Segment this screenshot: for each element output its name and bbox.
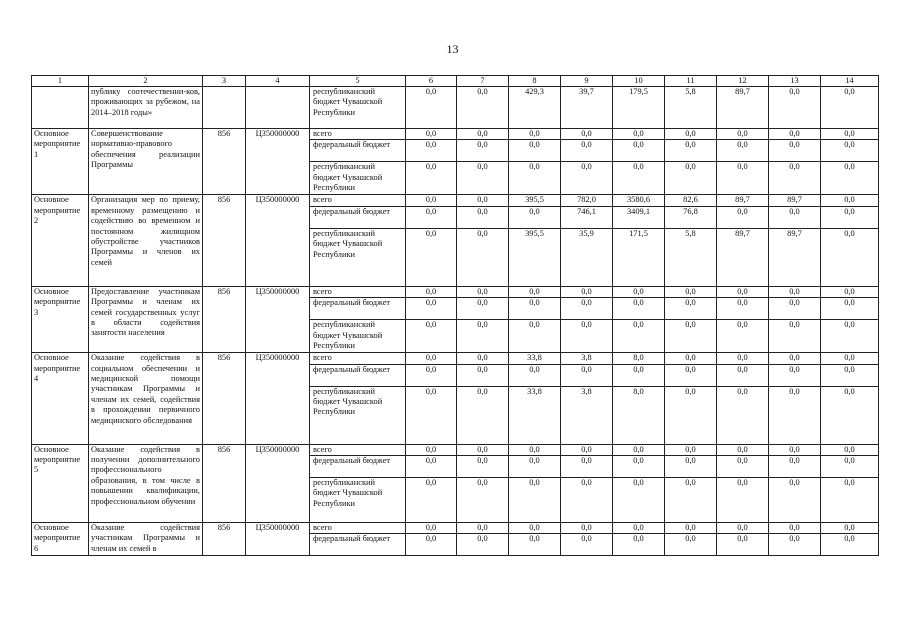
amount-cell: 0,0 [821,523,879,534]
amount-cell: 0,0 [717,298,769,320]
grbs-cell [203,87,246,129]
amount-cell: 0,0 [406,228,457,286]
amount-cell: 0,0 [561,162,613,195]
amount-cell: 0,0 [769,206,821,228]
amount-cell: 0,0 [613,286,665,297]
amount-cell: 0,0 [561,523,613,534]
amount-cell: 429,3 [509,87,561,129]
funding-source: республиканский бюджет Чувашской Республики [310,162,406,195]
amount-cell: 0,0 [769,386,821,444]
funding-source: всего [310,286,406,297]
amount-cell: 3409,1 [613,206,665,228]
column-number-cell: 1 [32,76,89,87]
amount-cell: 8,0 [613,386,665,444]
amount-cell: 0,0 [717,364,769,386]
grbs-cell: 856 [203,195,246,286]
amount-cell: 89,7 [717,195,769,206]
amount-cell: 0,0 [561,444,613,455]
amount-cell: 0,0 [406,444,457,455]
amount-cell: 0,0 [457,195,509,206]
column-number-cell: 10 [613,76,665,87]
amount-cell: 0,0 [561,364,613,386]
amount-cell: 0,0 [613,140,665,162]
funding-source: федеральный бюджет [310,534,406,556]
amount-cell: 0,0 [613,320,665,353]
amount-cell: 0,0 [457,456,509,478]
funding-source: всего [310,523,406,534]
amount-cell: 0,0 [509,534,561,556]
amount-cell: 89,7 [769,228,821,286]
funding-source: республиканский бюджет Чувашской Республики [310,87,406,129]
amount-cell: 0,0 [769,364,821,386]
amount-cell: 0,0 [717,129,769,140]
amount-cell: 0,0 [769,534,821,556]
amount-cell: 0,0 [406,129,457,140]
amount-cell: 0,0 [613,523,665,534]
amount-cell: 0,0 [561,129,613,140]
amount-cell: 89,7 [769,195,821,206]
amount-cell: 0,0 [613,298,665,320]
amount-cell: 0,0 [717,353,769,364]
grbs-cell: 856 [203,353,246,444]
activity-name-continuation: публику соотечественни-ков, проживающих за рубежом, на 2014–2018 годы» [89,87,203,129]
amount-cell: 0,0 [821,140,879,162]
amount-cell: 0,0 [665,444,717,455]
amount-cell: 0,0 [509,140,561,162]
budget-code-cell: Ц350000000 [246,353,310,444]
amount-cell: 8,0 [613,353,665,364]
amount-cell: 0,0 [406,162,457,195]
amount-cell: 0,0 [457,364,509,386]
amount-cell: 0,0 [406,534,457,556]
amount-cell: 0,0 [613,364,665,386]
amount-cell: 3,8 [561,386,613,444]
amount-cell: 33,8 [509,386,561,444]
column-number-cell: 8 [509,76,561,87]
table-row [32,444,879,455]
amount-cell: 0,0 [769,286,821,297]
amount-cell: 0,0 [821,206,879,228]
table-row [32,353,879,364]
amount-cell: 0,0 [821,228,879,286]
amount-cell: 0,0 [769,353,821,364]
table-row [32,129,879,140]
continuation-row [32,87,879,129]
amount-cell: 0,0 [457,353,509,364]
funding-source: республиканский бюджет Чувашской Республики [310,478,406,523]
funding-source: федеральный бюджет [310,140,406,162]
status-cell: Основное мероприятие 2 [32,195,89,286]
amount-cell: 82,6 [665,195,717,206]
amount-cell: 0,0 [509,478,561,523]
column-number-row [32,76,879,87]
amount-cell: 0,0 [457,523,509,534]
column-number-cell: 5 [310,76,406,87]
amount-cell: 0,0 [717,456,769,478]
amount-cell: 0,0 [717,478,769,523]
amount-cell: 0,0 [769,320,821,353]
funding-source: федеральный бюджет [310,206,406,228]
amount-cell: 0,0 [769,129,821,140]
column-number-cell: 6 [406,76,457,87]
amount-cell: 0,0 [717,444,769,455]
amount-cell: 0,0 [821,353,879,364]
amount-cell: 0,0 [613,534,665,556]
funding-source: республиканский бюджет Чувашской Республики [310,386,406,444]
amount-cell: 0,0 [406,206,457,228]
column-number-cell: 14 [821,76,879,87]
grbs-cell: 856 [203,129,246,195]
amount-cell: 0,0 [821,534,879,556]
amount-cell: 0,0 [561,534,613,556]
amount-cell: 0,0 [717,140,769,162]
amount-cell: 0,0 [665,162,717,195]
amount-cell: 0,0 [769,456,821,478]
budget-code-cell: Ц350000000 [246,286,310,352]
amount-cell: 0,0 [665,353,717,364]
amount-cell: 0,0 [406,353,457,364]
amount-cell: 0,0 [769,162,821,195]
amount-cell: 0,0 [821,444,879,455]
amount-cell: 0,0 [561,320,613,353]
amount-cell: 0,0 [821,195,879,206]
amount-cell: 0,0 [821,386,879,444]
amount-cell: 0,0 [821,87,879,129]
amount-cell: 0,0 [457,228,509,286]
amount-cell: 0,0 [406,386,457,444]
financing-table [31,75,879,556]
amount-cell: 0,0 [821,320,879,353]
amount-cell: 0,0 [717,162,769,195]
amount-cell: 0,0 [457,298,509,320]
amount-cell: 0,0 [509,162,561,195]
amount-cell: 0,0 [821,286,879,297]
amount-cell: 0,0 [509,129,561,140]
table-row [32,286,879,297]
amount-cell: 35,9 [561,228,613,286]
amount-cell: 0,0 [561,140,613,162]
amount-cell: 0,0 [561,298,613,320]
funding-source: всего [310,129,406,140]
amount-cell: 0,0 [509,320,561,353]
amount-cell: 0,0 [561,286,613,297]
amount-cell: 33,8 [509,353,561,364]
amount-cell: 0,0 [717,320,769,353]
amount-cell: 0,0 [509,456,561,478]
funding-source: всего [310,444,406,455]
funding-source: всего [310,195,406,206]
amount-cell: 0,0 [509,364,561,386]
amount-cell: 0,0 [561,456,613,478]
amount-cell: 0,0 [457,534,509,556]
table-row [32,523,879,534]
amount-cell: 0,0 [665,386,717,444]
amount-cell: 0,0 [821,456,879,478]
amount-cell: 395,5 [509,228,561,286]
amount-cell: 0,0 [717,386,769,444]
column-number-cell: 2 [89,76,203,87]
column-number-cell: 12 [717,76,769,87]
amount-cell: 0,0 [717,523,769,534]
amount-cell: 0,0 [665,523,717,534]
amount-cell: 0,0 [406,140,457,162]
amount-cell: 0,0 [406,456,457,478]
activity-name-cell: Оказание содействия в получении дополнительного профессионального образования, в том числе в повышении квалификации, профессиональном обучении [89,444,203,522]
column-number-cell: 11 [665,76,717,87]
funding-source: федеральный бюджет [310,298,406,320]
amount-cell: 0,0 [665,298,717,320]
amount-cell: 0,0 [457,320,509,353]
budget-code-cell: Ц350000000 [246,523,310,556]
code-cell [246,87,310,129]
amount-cell: 746,1 [561,206,613,228]
amount-cell: 0,0 [457,386,509,444]
activity-name-cell: Оказание содействия в социальном обеспечении и медицинской помощи участникам Программы и членам их семей, содействия в прохождении первичного медицинского обследования [89,353,203,444]
amount-cell: 0,0 [613,478,665,523]
status-cell: Основное мероприятие 3 [32,286,89,352]
amount-cell: 0,0 [406,478,457,523]
amount-cell: 0,0 [509,206,561,228]
status-cell: Основное мероприятие 1 [32,129,89,195]
amount-cell: 3580,6 [613,195,665,206]
funding-source: всего [310,353,406,364]
amount-cell: 0,0 [509,298,561,320]
column-number-cell: 7 [457,76,509,87]
column-number-cell: 4 [246,76,310,87]
amount-cell: 0,0 [509,523,561,534]
column-number-cell: 9 [561,76,613,87]
amount-cell: 0,0 [457,87,509,129]
amount-cell: 0,0 [769,523,821,534]
amount-cell: 0,0 [769,298,821,320]
amount-cell: 0,0 [665,478,717,523]
column-number-cell: 3 [203,76,246,87]
amount-cell: 0,0 [821,364,879,386]
amount-cell: 5,8 [665,228,717,286]
amount-cell: 0,0 [457,129,509,140]
status-cell: Основное мероприятие 5 [32,444,89,522]
amount-cell: 89,7 [717,87,769,129]
amount-cell: 0,0 [717,534,769,556]
amount-cell: 0,0 [821,298,879,320]
amount-cell: 179,5 [613,87,665,129]
amount-cell: 0,0 [406,286,457,297]
amount-cell: 0,0 [457,444,509,455]
budget-code-cell: Ц350000000 [246,195,310,286]
amount-cell: 0,0 [457,162,509,195]
amount-cell: 0,0 [665,456,717,478]
amount-cell: 0,0 [406,195,457,206]
amount-cell: 0,0 [665,364,717,386]
amount-cell: 0,0 [821,478,879,523]
funding-source: федеральный бюджет [310,364,406,386]
amount-cell: 0,0 [509,444,561,455]
amount-cell: 0,0 [457,478,509,523]
funding-source: республиканский бюджет Чувашской Республики [310,320,406,353]
amount-cell: 0,0 [613,129,665,140]
amount-cell: 0,0 [457,140,509,162]
activity-name-cell: Организация мер по приему, временному размещению и содействию во временном и постоянном жилищном обустройстве участников Программы и членов их семей [89,195,203,286]
amount-cell: 0,0 [406,298,457,320]
amount-cell: 0,0 [717,286,769,297]
page-number: 13 [446,42,459,56]
grbs-cell: 856 [203,286,246,352]
amount-cell: 0,0 [665,286,717,297]
amount-cell: 0,0 [406,364,457,386]
status-cell: Основное мероприятие 4 [32,353,89,444]
amount-cell: 0,0 [457,206,509,228]
amount-cell: 3,8 [561,353,613,364]
amount-cell: 0,0 [665,534,717,556]
amount-cell: 0,0 [406,87,457,129]
amount-cell: 0,0 [406,320,457,353]
amount-cell: 0,0 [665,140,717,162]
activity-name-cell: Предоставление участникам Программы и членам их семей государственных услуг в области содействия занятости населения [89,286,203,352]
grbs-cell: 856 [203,523,246,556]
status-cell [32,87,89,129]
funding-source: республиканский бюджет Чувашской Республики [310,228,406,286]
amount-cell: 0,0 [665,129,717,140]
status-cell: Основное мероприятие 6 [32,523,89,556]
amount-cell: 0,0 [665,320,717,353]
amount-cell: 782,0 [561,195,613,206]
amount-cell: 0,0 [613,162,665,195]
amount-cell: 0,0 [613,444,665,455]
amount-cell: 0,0 [769,87,821,129]
amount-cell: 76,8 [665,206,717,228]
amount-cell: 39,7 [561,87,613,129]
budget-code-cell: Ц350000000 [246,129,310,195]
amount-cell: 0,0 [613,456,665,478]
amount-cell: 0,0 [509,286,561,297]
funding-source: федеральный бюджет [310,456,406,478]
table-row [32,195,879,206]
amount-cell: 0,0 [561,478,613,523]
budget-code-cell: Ц350000000 [246,444,310,522]
column-number-cell: 13 [769,76,821,87]
activity-name-cell: Оказание содействия участникам Программы и членам их семей в [89,523,203,556]
amount-cell: 0,0 [821,129,879,140]
amount-cell: 0,0 [457,286,509,297]
amount-cell: 89,7 [717,228,769,286]
activity-name-cell: Совершенствование нормативно-правового обеспечения реализации Программы [89,129,203,195]
grbs-cell: 856 [203,444,246,522]
amount-cell: 0,0 [717,206,769,228]
amount-cell: 395,5 [509,195,561,206]
amount-cell: 0,0 [769,444,821,455]
amount-cell: 0,0 [769,140,821,162]
amount-cell: 5,8 [665,87,717,129]
amount-cell: 0,0 [821,162,879,195]
amount-cell: 0,0 [406,523,457,534]
amount-cell: 0,0 [769,478,821,523]
amount-cell: 171,5 [613,228,665,286]
